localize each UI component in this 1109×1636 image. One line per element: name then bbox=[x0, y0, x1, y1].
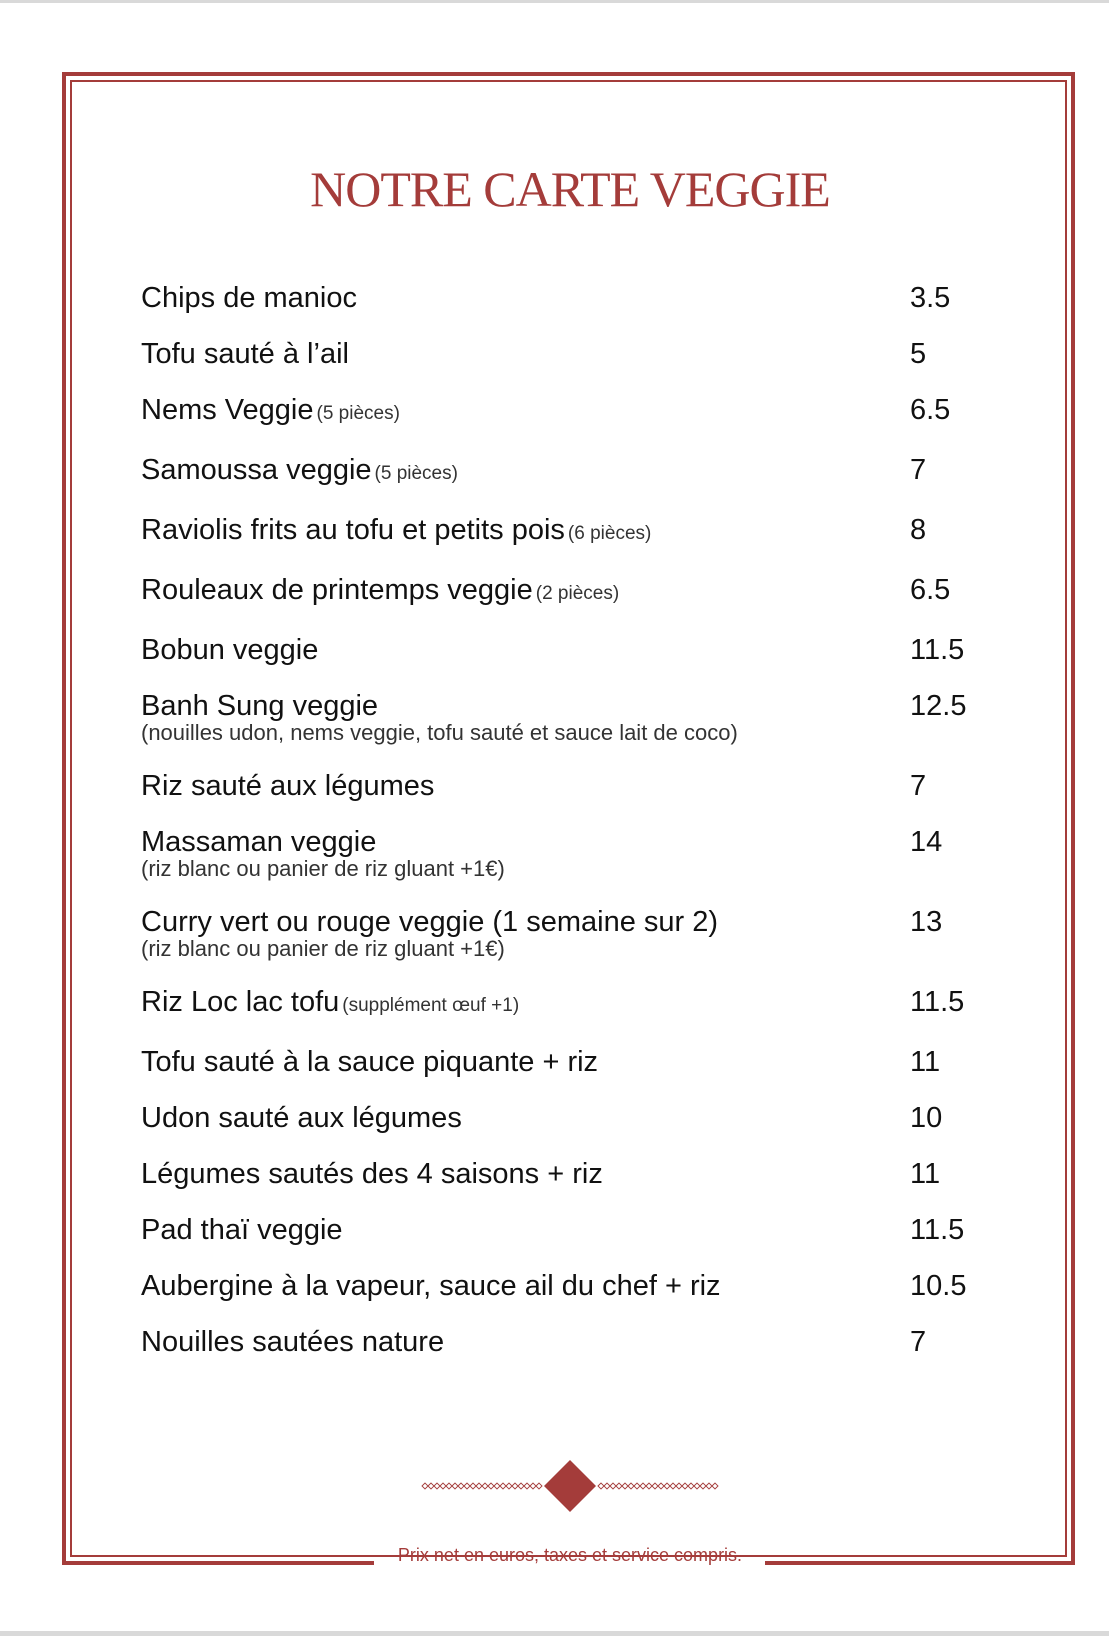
menu-item-price: 11.5 bbox=[910, 1214, 965, 1246]
menu-item-price: 3.5 bbox=[910, 282, 951, 314]
menu-item-price: 10.5 bbox=[910, 1270, 967, 1302]
menu-list bbox=[141, 278, 1001, 1378]
menu-item-name-line bbox=[141, 1322, 1001, 1362]
menu-item-name: Pad thaï veggie bbox=[141, 1214, 343, 1246]
menu-item-name: Raviolis frits au tofu et petits pois bbox=[141, 514, 565, 546]
menu-item bbox=[141, 334, 1001, 374]
menu-item bbox=[141, 766, 1001, 806]
menu-item bbox=[141, 570, 1001, 614]
menu-item-note: (5 pièces) bbox=[374, 463, 458, 484]
menu-item-price: 11 bbox=[910, 1158, 941, 1190]
menu-item-name-line bbox=[141, 390, 1001, 434]
menu-item-name-line bbox=[141, 1266, 1001, 1306]
menu-item bbox=[141, 686, 1001, 746]
menu-item-name: Bobun veggie bbox=[141, 634, 319, 666]
footer-note: Prix net en euros, taxes et service compris. bbox=[397, 1545, 743, 1565]
menu-item-price: 7 bbox=[910, 454, 927, 486]
menu-item-price: 6.5 bbox=[910, 394, 951, 426]
menu-item-name: Tofu sauté à l’ail bbox=[141, 338, 349, 370]
menu-item-note: (supplément œuf +1) bbox=[342, 995, 520, 1016]
menu-item-name-line bbox=[141, 570, 1001, 614]
diamond-ornament-icon bbox=[420, 1458, 720, 1514]
menu-item bbox=[141, 510, 1001, 554]
menu-item-name: Massaman veggie bbox=[141, 826, 377, 858]
menu-item bbox=[141, 982, 1001, 1026]
menu-item-price: 11.5 bbox=[910, 986, 965, 1018]
top-edge bbox=[0, 0, 1109, 3]
menu-item-price: 7 bbox=[910, 1326, 927, 1358]
menu-item-name-line bbox=[141, 982, 1001, 1026]
menu-item bbox=[141, 390, 1001, 434]
menu-item-price: 11 bbox=[910, 1046, 941, 1078]
menu-item-description: (nouilles udon, nems veggie, tofu sauté et sauce lait de coco) bbox=[141, 720, 738, 745]
menu-item-price: 12.5 bbox=[910, 690, 967, 722]
menu-item-price: 5 bbox=[910, 338, 927, 370]
menu-item bbox=[141, 630, 1001, 670]
menu-item bbox=[141, 1154, 1001, 1194]
menu-item-note: (5 pièces) bbox=[316, 403, 400, 424]
menu-item-name: Banh Sung veggie bbox=[141, 690, 379, 722]
menu-item-name: Riz Loc lac tofu bbox=[141, 986, 340, 1018]
menu-item-name-line bbox=[141, 510, 1001, 554]
menu-item bbox=[141, 1098, 1001, 1138]
menu-item-name: Aubergine à la vapeur, sauce ail du chef + riz bbox=[141, 1270, 721, 1302]
menu-item-price: 7 bbox=[910, 770, 927, 802]
menu-item-name-line bbox=[141, 1154, 1001, 1194]
menu-item-name: Chips de manioc bbox=[141, 282, 357, 314]
menu-item-price: 6.5 bbox=[910, 574, 951, 606]
menu-item-price: 11.5 bbox=[910, 634, 965, 666]
menu-item-name-line bbox=[141, 450, 1001, 494]
menu-item-description: (riz blanc ou panier de riz gluant +1€) bbox=[141, 936, 505, 961]
menu-item-note: (2 pièces) bbox=[535, 583, 620, 604]
menu-item-price: 8 bbox=[910, 514, 927, 546]
menu-item bbox=[141, 1322, 1001, 1362]
menu-item bbox=[141, 1210, 1001, 1250]
menu-item-price: 14 bbox=[910, 826, 943, 858]
menu-item-name-line bbox=[141, 1042, 1001, 1082]
menu-item bbox=[141, 902, 1001, 962]
menu-item-name: Nouilles sautées nature bbox=[141, 1326, 445, 1358]
bottom-edge bbox=[0, 1631, 1109, 1636]
menu-item bbox=[141, 450, 1001, 494]
menu-item-name: Udon sauté aux légumes bbox=[141, 1102, 462, 1134]
menu-item-price: 13 bbox=[910, 906, 943, 938]
menu-item bbox=[141, 1266, 1001, 1306]
menu-item bbox=[141, 822, 1001, 882]
menu-item-name-line bbox=[141, 766, 1001, 806]
menu-item-name-line bbox=[141, 1210, 1001, 1250]
menu-item-name: Curry vert ou rouge veggie (1 semaine sur 2) bbox=[141, 906, 719, 938]
menu-item-name: Samoussa veggie bbox=[141, 454, 372, 486]
menu-item-name-line bbox=[141, 1098, 1001, 1138]
menu-item bbox=[141, 1042, 1001, 1082]
menu-item-name-line bbox=[141, 278, 1001, 318]
menu-item-price: 10 bbox=[910, 1102, 943, 1134]
menu-item-name: Riz sauté aux légumes bbox=[141, 770, 435, 802]
menu-item-note: (6 pièces) bbox=[567, 523, 652, 544]
menu-item bbox=[141, 278, 1001, 318]
menu-item-name-line bbox=[141, 334, 1001, 374]
menu-item-name: Tofu sauté à la sauce piquante + riz bbox=[141, 1046, 599, 1078]
menu-item-name: Nems Veggie bbox=[141, 394, 314, 426]
menu-item-description: (riz blanc ou panier de riz gluant +1€) bbox=[141, 856, 505, 881]
menu-item-name-line bbox=[141, 630, 1001, 670]
menu-item-name: Rouleaux de printemps veggie bbox=[141, 574, 533, 606]
menu-item-name: Légumes sautés des 4 saisons + riz bbox=[141, 1158, 603, 1190]
menu-title: NOTRE CARTE VEGGIE bbox=[310, 161, 830, 217]
